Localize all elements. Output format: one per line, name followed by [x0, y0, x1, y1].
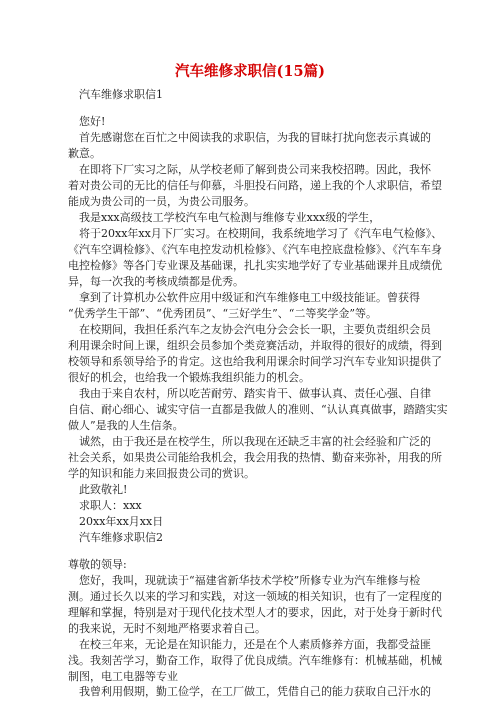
- body-line: 《汽车空调检修》、《汽车电控发动机检修》、《汽车电控底盘检修》、《汽车车身: [68, 243, 442, 256]
- body-line: 测。通过长久以来的学习和实践，对这一领域的相关知识，也有了一定程度的: [68, 590, 442, 603]
- body-line: 很好的机会，也给我一个锻炼我组织能力的机会。: [68, 371, 310, 384]
- body-line: 我是xxx高级技工学校汽车电气检测与维修专业xxx级的学生，: [79, 211, 381, 224]
- body-line: 理解和掌握，特别是对于现代化技术型人才的要求，因此，对于处身于新时代: [68, 606, 442, 619]
- closing: 此致敬礼!: [79, 483, 128, 496]
- body-line: 电控检修》等各门专业课及基础课，扎扎实实地学好了专业基础课并且成绩优: [68, 259, 442, 272]
- body-line: 将于20xx年xx月下厂实习。在校期间，我系统地学习了《汽车电气检修》、: [79, 227, 443, 240]
- body-line: 做人”是我的人生信条。: [68, 419, 184, 432]
- document-title: 汽车维修求职信(15篇): [175, 63, 325, 80]
- body-line: 利用课余时间上课，组织会员参加个类竞赛活动，并取得的很好的成绩，得到: [68, 339, 442, 352]
- salutation: 您好!: [79, 115, 106, 128]
- body-line: 的我来说，无时不刻地严格要求着自己。: [68, 622, 266, 635]
- body-line: 拿到了计算机办公软件应用中级证和汽车维修电工中级技能证。曾获得: [79, 291, 420, 304]
- body-line: 制图，电工电器等专业: [68, 670, 178, 683]
- date: 20xx年xx月xx日: [79, 515, 164, 528]
- body-line: 在校三年来，无论是在知识能力，还是在个人素质修养方面，我都受益匪: [79, 638, 431, 651]
- body-line: 社会关系，如果贵公司能给我机会，我会用我的热情、勤奋来弥补，用我的所: [68, 451, 442, 464]
- body-line: 异，每一次我的考核成绩都是优秀。: [68, 275, 244, 288]
- body-line: 在校期间，我担任系汽车之友协会汽电分会会长一职，主要负责组织会员: [79, 323, 431, 336]
- salutation: 尊敬的领导:: [68, 558, 127, 571]
- letter-heading: 汽车维修求职信2: [79, 531, 163, 544]
- body-line: 校领导和系领导给予的肯定。这也给我利用课余时间学习汽车专业知识提供了: [68, 355, 442, 368]
- body-line: 歉意。: [68, 147, 101, 160]
- body-line: 能成为贵公司的一员，为贵公司服务。: [68, 195, 255, 208]
- letter-heading: 汽车维修求职信1: [79, 88, 163, 101]
- body-line: 学的知识和能力来回报贵公司的赏识。: [68, 467, 255, 480]
- body-line: “优秀学生干部”、“优秀团员”、“三好学生”、“二等奖学金”等。: [68, 307, 377, 320]
- body-line: 自信、耐心细心、诚实守信一直都是我做人的准则、“认认真真做事，踏踏实实: [68, 403, 448, 416]
- body-line: 我由于来自农村，所以吃苦耐劳、踏实肯干、做事认真、责任心强、自律: [79, 387, 431, 400]
- body-line: 在即将下厂实习之际，从学校老师了解到贵公司来我校招聘。因此，我怀: [79, 163, 431, 176]
- body-line: 浅。我刻苦学习，勤奋工作，取得了优良成绩。汽车维修有：机械基础，机械: [68, 654, 442, 667]
- body-line: 诚然，由于我还是在校学生，所以我现在还缺乏丰富的社会经验和广泛的: [79, 435, 431, 448]
- body-line: 首先感谢您在百忙之中阅读我的求职信，为我的冒昧打扰向您表示真诚的: [79, 131, 431, 144]
- body-line: 您好，我叫，现就读于“福建省新华技术学校”所修专业为汽车维修与检: [79, 574, 421, 587]
- body-line: 我曾利用假期，勤工俭学，在工厂做工，凭借自己的能力获取自己汗水的: [79, 685, 431, 698]
- signature: 求职人：xxx: [79, 499, 142, 512]
- body-line: 着对贵公司的无比的信任与仰慕，斗胆投石问路，递上我的个人求职信，希望: [68, 179, 442, 192]
